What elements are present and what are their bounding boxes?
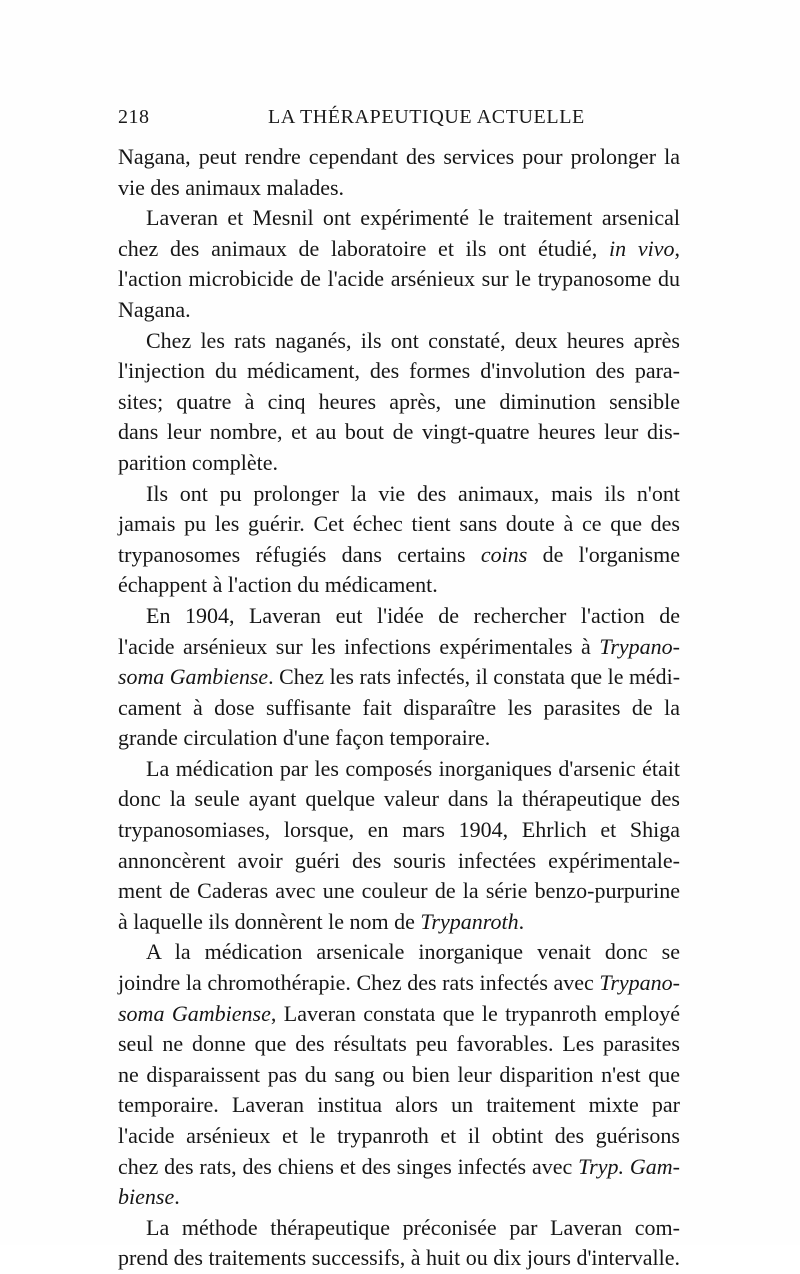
paragraph-5 <box>118 601 680 754</box>
running-head <box>118 106 680 136</box>
text-line: à laquelle ils donnèrent le nom de Trypanroth. <box>118 908 525 934</box>
text-line: parition complète. <box>118 449 279 475</box>
text-line: La médication par les composés inorganiques d'arsenic était <box>146 755 680 781</box>
text-line: l'acide arsénieux sur les infections expérimentales à Trypano- <box>118 633 680 659</box>
text-line: trypanosomes réfugiés dans certains coins de l'organisme <box>118 541 680 567</box>
text-line: grande circulation d'une façon temporaire. <box>118 725 491 751</box>
text-line: Nagana. <box>118 296 191 322</box>
text-line: jamais pu les guérir. Cet échec tient sans doute à ce que des <box>118 511 680 537</box>
text-line: Laveran et Mesnil ont expérimenté le traitement arsenical <box>146 205 680 231</box>
text-line: A la médication arsenicale inorganique venait donc se <box>146 939 680 965</box>
text-line: sites; quatre à cinq heures après, une diminution sensible <box>118 388 680 414</box>
text-line: prend des traitements successifs, à huit ou dix jours d'intervalle. <box>118 1245 680 1271</box>
text-line: annoncèrent avoir guéri des souris infectées expérimentale- <box>118 847 680 873</box>
text-line: La méthode thérapeutique préconisée par Laveran com- <box>146 1214 680 1240</box>
text-line: l'acide arsénieux et le trypanroth et il obtint des guérisons <box>118 1123 680 1148</box>
text-line: trypanosomiases, lorsque, en mars 1904, Ehrlich et Shiga <box>118 817 680 843</box>
paragraph-1 <box>118 142 680 203</box>
page-number: 218 <box>118 106 150 128</box>
text-line: l'injection du médicament, des formes d'involution des para- <box>118 358 680 384</box>
paragraph-4 <box>118 479 680 601</box>
text-line: cament à dose suffisante fait disparaître les parasites de la <box>118 694 680 720</box>
body-text <box>118 142 680 1274</box>
text-line: l'action microbicide de l'acide arsénieux sur le trypanosome du <box>118 266 680 292</box>
text-line: temporaire. Laveran institua alors un traitement mixte par <box>118 1092 680 1118</box>
paragraph-8 <box>118 1213 680 1274</box>
text-line: chez des rats, des chiens et des singes infectés avec Tryp. Gam- <box>118 1153 680 1179</box>
paragraph-7 <box>118 937 680 1212</box>
text-line: Ils ont pu prolonger la vie des animaux, mais ils n'ont <box>146 480 680 506</box>
paragraph-2 <box>118 203 680 325</box>
text-line: seul ne donne que des résultats peu favorables. Les parasites <box>118 1031 680 1057</box>
text-line: donc la seule ayant quelque valeur dans la thérapeutique des <box>118 786 680 812</box>
paragraph-3 <box>118 326 680 479</box>
text-line: ment de Caderas avec une couleur de la série benzo-purpurine <box>118 878 680 904</box>
text-line: dans leur nombre, et au bout de vingt-quatre heures leur dis- <box>118 419 680 445</box>
text-line: ne disparaissent pas du sang ou bien leur disparition n'est que <box>118 1061 680 1087</box>
text-line: En 1904, Laveran eut l'idée de rechercher l'action de <box>146 602 680 628</box>
text-line: Nagana, peut rendre cependant des services pour prolonger la <box>118 144 680 169</box>
text-line: Chez les rats naganés, ils ont constaté, deux heures après <box>146 327 680 353</box>
text-line: soma Gambiense. Chez les rats infectés, il constata que le médi- <box>118 665 680 690</box>
text-line: biense. <box>118 1184 180 1210</box>
text-line: soma Gambiense, Laveran constata que le trypanroth employé <box>118 1000 680 1026</box>
text-line: chez des animaux de laboratoire et ils ont étudié, in vivo, <box>118 235 680 261</box>
paragraph-6 <box>118 754 680 938</box>
running-title: LA THÉRAPEUTIQUE ACTUELLE <box>268 106 585 128</box>
text-line: échappent à l'action du médicament. <box>118 572 438 598</box>
text-line: vie des animaux malades. <box>118 174 345 200</box>
text-line: joindre la chromothérapie. Chez des rats infectés avec Trypano- <box>118 970 680 996</box>
